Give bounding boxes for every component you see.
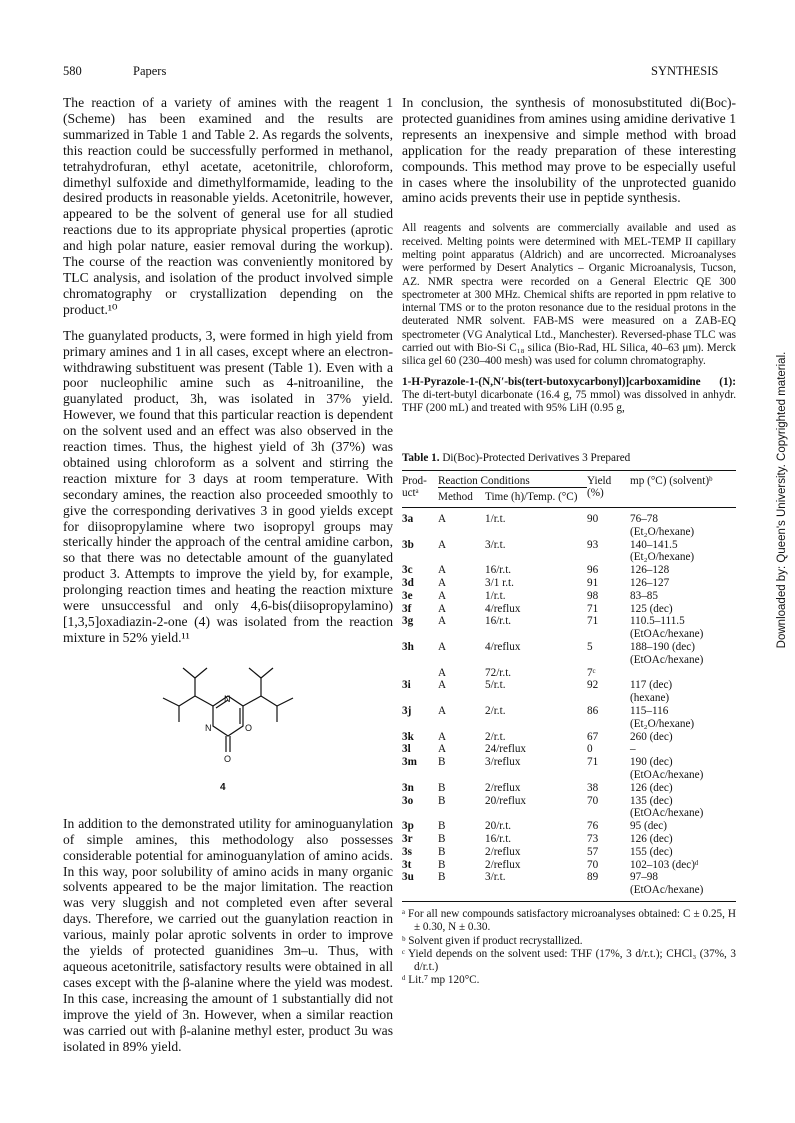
- mp-cell-text: 126–127: [630, 577, 670, 590]
- footnote-c: ᶜ Yield depends on the solvent used: THF (17%, 3 d/r.t.); CHCl₃ (37%, 3 d/r.t.): [402, 947, 736, 974]
- product-cell-text: 3d: [402, 577, 414, 590]
- yield-cell: [587, 590, 630, 603]
- yield-cell-text: 90: [587, 513, 599, 526]
- table-row: [402, 782, 736, 795]
- table-row: [402, 743, 736, 756]
- structure-4: [63, 656, 393, 806]
- method-cell: [438, 564, 485, 577]
- method-cell: [438, 539, 485, 565]
- time-cell-text: 3/r.t.: [485, 871, 506, 884]
- yield-cell: [587, 743, 630, 756]
- mp-cell-text: 95 (dec): [630, 820, 667, 833]
- mp-cell: [630, 564, 736, 577]
- journal-name: SYNTHESIS: [651, 64, 719, 78]
- svg-text:N: N: [205, 722, 212, 733]
- svg-text:O: O: [224, 753, 232, 764]
- table-row: [402, 603, 736, 616]
- left-column: [63, 95, 393, 1064]
- mp-cell-text: 110.5–111.5: [630, 615, 685, 628]
- yield-cell-text: 93: [587, 538, 599, 551]
- yield-cell-text: 89: [587, 871, 599, 884]
- time-cell-text: 2/reflux: [485, 845, 521, 858]
- time-cell: [485, 679, 587, 705]
- time-cell-text: 4/reflux: [485, 641, 521, 654]
- mp-cell: [630, 539, 736, 565]
- mp-cell: [630, 743, 736, 756]
- mp-cell-text: 140–141.5: [630, 538, 678, 551]
- method-cell-text: A: [438, 666, 447, 679]
- left-paragraph-3: In addition to the demonstrated utility for aminoguanylation of simple amines, this methodology also possesses considerable potential for aminoguanylation of amino acids. In this way, poor solubility of amino acids in many organic solvents appeared to be the major limitation. The reaction was very sluggish and not completed even after several days. Therefore, we carried out the guanylation reaction in various, mainly polar aprotic solvents in order to improve the yields of protected guanidines 3m–u. Thus, with aqueous acetonitrile, satisfactory results were obtained in all cases except with the β-alanine where the yield was modest. In this case, increasing the amount of 1 substantially did not improve the yield of 3n. However, when a similar reaction was carried out with β-alanine methyl ester, product 3u was isolated in 89% yield.: [63, 815, 393, 1054]
- solvent-text: (EtOAc/hexane): [630, 769, 704, 782]
- mp-cell: [630, 508, 736, 539]
- solvent-text: (EtOAc/hexane): [630, 628, 704, 641]
- solvent-text: (EtOAc/hexane): [630, 653, 704, 666]
- method-cell-text: A: [438, 615, 447, 628]
- mp-cell: [630, 641, 736, 667]
- table-body: [402, 508, 736, 897]
- product-cell: [402, 508, 438, 539]
- method-cell: [438, 590, 485, 603]
- method-cell: [438, 508, 485, 539]
- yield-cell-text: 71: [587, 602, 599, 615]
- method-cell-text: A: [438, 602, 447, 615]
- time-cell: [485, 590, 587, 603]
- mp-cell: [630, 603, 736, 616]
- time-cell-text: 16/r.t.: [485, 564, 512, 577]
- product-cell-text: 3t: [402, 858, 412, 871]
- product-cell: [402, 603, 438, 616]
- method-cell: [438, 577, 485, 590]
- time-cell-text: 20/reflux: [485, 794, 527, 807]
- product-cell: [402, 846, 438, 859]
- method-cell: [438, 705, 485, 731]
- product-cell: [402, 859, 438, 872]
- product-cell-text: 3k: [402, 730, 414, 743]
- table-row: [402, 679, 736, 705]
- method-cell: [438, 795, 485, 821]
- time-cell: [485, 795, 587, 821]
- table-row: [402, 641, 736, 667]
- section-label: Papers: [133, 64, 167, 78]
- method-cell: [438, 603, 485, 616]
- time-cell: [485, 731, 587, 744]
- product-cell: [402, 667, 438, 680]
- mp-cell: [630, 577, 736, 590]
- yield-cell-text: 98: [587, 589, 599, 602]
- mp-cell: [630, 590, 736, 603]
- product-cell-text: 3i: [402, 679, 411, 692]
- solvent-text: (EtOAc/hexane): [630, 807, 704, 820]
- product-cell-text: 3p: [402, 820, 414, 833]
- method-cell-text: A: [438, 577, 447, 590]
- time-cell-text: 3/reflux: [485, 756, 521, 769]
- mp-cell-text: 155 (dec): [630, 845, 673, 858]
- yield-cell: [587, 679, 630, 705]
- yield-cell: [587, 539, 630, 565]
- mp-cell-text: 190 (dec): [630, 756, 673, 769]
- table-row: [402, 590, 736, 603]
- method-cell-text: A: [438, 641, 447, 654]
- mp-cell-text: 126 (dec): [630, 833, 673, 846]
- product-cell-text: 3b: [402, 538, 414, 551]
- yield-cell-text: 67: [587, 730, 599, 743]
- yield-cell-text: 71: [587, 615, 599, 628]
- yield-cell: [587, 564, 630, 577]
- mp-cell: [630, 756, 736, 782]
- svg-text:O: O: [245, 722, 253, 733]
- time-cell-text: 72/r.t.: [485, 666, 512, 679]
- table-row: [402, 731, 736, 744]
- product-cell-text: 3n: [402, 781, 414, 794]
- yield-cell-text: 5: [587, 641, 593, 654]
- compound-1-text: The di-tert-butyl dicarbonate (16.4 g, 75 mmol) was dissolved in anhydr. THF (200 mL) and treated with 95% LiH (0.95 g,: [402, 388, 736, 415]
- svg-text:N: N: [224, 693, 231, 704]
- yield-cell: [587, 833, 630, 846]
- method-cell: [438, 820, 485, 833]
- mp-cell-text: 188–190 (dec): [630, 641, 695, 654]
- product-cell: [402, 577, 438, 590]
- product-cell-text: 3o: [402, 794, 414, 807]
- table-header-row: [402, 470, 736, 488]
- time-cell: [485, 820, 587, 833]
- table-1: [402, 470, 736, 898]
- yield-cell-text: 71: [587, 756, 599, 769]
- yield-cell: [587, 705, 630, 731]
- footnote-d: ᵈ Lit.⁷ mp 120°C.: [402, 974, 480, 987]
- method-cell-text: B: [438, 820, 446, 833]
- method-cell-text: A: [438, 743, 447, 756]
- method-cell-text: B: [438, 794, 446, 807]
- solvent-text: (Et₂O/hexane): [630, 717, 695, 730]
- time-cell: [485, 705, 587, 731]
- method-cell-text: A: [438, 564, 447, 577]
- yield-cell: [587, 731, 630, 744]
- product-cell-text: 3a: [402, 513, 414, 526]
- yield-cell-text: 76: [587, 820, 599, 833]
- product-cell-text: 3e: [402, 589, 413, 602]
- experimental-paragraph: All reagents and solvents are commercially available and used as received. Melting points were determined with MEL-TEMP II capillary melting point apparatus (Aldrich) and are uncorrected. Microanalyses were performed by Desert Analytics – Organic Microanalysis, Tucson, AZ. NMR spectra were recorded on a General Electric QE 300 spectrometer at 300 MHz. Chemical shifts are reported in ppm relative to internal TMS or to the proton resonance due to the residual protons in the deuterated NMR solvent. FAB-MS were measured on a ZAB-EQ spectrometer (VG Analytical Ltd., Manchester). Reversed-phase TLC was carried out with Bio-Si C₁₈ silica (Bio-Rad, HL Silica, 40–63 μm). Merck silica gel 60 (230–400 mesh) was used for column chromatography.: [402, 222, 736, 368]
- method-cell-text: B: [438, 871, 446, 884]
- yield-cell: [587, 820, 630, 833]
- product-cell: [402, 590, 438, 603]
- time-cell-text: 16/r.t.: [485, 833, 512, 846]
- product-cell: [402, 782, 438, 795]
- product-cell: [402, 564, 438, 577]
- product-cell-text: 3h: [402, 641, 414, 654]
- left-paragraph-2: The guanylated products, 3, were formed in high yield from primary amines and 1 in all cases, except where an electron-withdrawing substituent was present (Table 1). Even with a poor nucleophilic amine such as 4-nitroaniline, the guanylated product, 3h, was isolated in 37% yield. However, we found that this particular reaction is dependent on the solvent used and an effect was also observed in the reaction times. Thus, the highest yield of 3h (37%) was obtained using chloroform as a solvent and stirring the reaction mixture for 3 days at room temperature. With secondary amines, the reaction also proceeded smoothly to give the corresponding derivatives 3 in good yields except for diisopropylamine where two isopropyl groups may sterically hinder the approach of the central amidine carbon, so that there was no detectable amount of the guanylated product 3. Attempts to improve the yield by, for example, prolonging reaction times and heating the reaction mixture were unsuccessful and only 4,6-bis(diisopropylamino)[1,3,5]oxadiazin-2-one (4) was isolated from the reaction mixture in 52% yield.¹¹: [63, 327, 393, 645]
- product-cell: [402, 871, 438, 897]
- mp-cell-text: 115–116: [630, 705, 669, 718]
- method-cell: [438, 871, 485, 897]
- time-cell: [485, 833, 587, 846]
- product-cell: [402, 820, 438, 833]
- mp-cell-text: 126 (dec): [630, 781, 673, 794]
- product-cell-text: 3s: [402, 845, 412, 858]
- method-cell: [438, 859, 485, 872]
- method-cell-text: A: [438, 730, 447, 743]
- method-cell: [438, 641, 485, 667]
- product-cell-text: 3g: [402, 615, 414, 628]
- yield-cell: [587, 577, 630, 590]
- method-cell: [438, 833, 485, 846]
- time-cell: [485, 603, 587, 616]
- compound-1-title: 1-H-Pyrazole-1-(N,N′-bis(tert-butoxycarbonyl)]carboxamidine (1):: [402, 375, 736, 388]
- right-paragraph-1: In conclusion, the synthesis of monosubstituted di(Boc)-protected guanidines from amines using amidine derivative 1 represents an inexpensive and simple method with broad application for the ready preparation of these interesting compounds. This method may prove to be especially useful in cases where the insolubility of the unprotected guanido amino acids prevents their use in peptide synthesis.: [402, 95, 736, 206]
- product-cell-text: 3l: [402, 743, 411, 756]
- mp-cell: [630, 846, 736, 859]
- method-cell: [438, 667, 485, 680]
- mp-cell: [630, 871, 736, 897]
- yield-cell: [587, 641, 630, 667]
- time-cell: [485, 641, 587, 667]
- yield-cell-text: 91: [587, 577, 599, 590]
- yield-cell-text: 0: [587, 743, 593, 756]
- mp-cell-text: 102–103 (dec)ᵈ: [630, 858, 699, 871]
- method-cell-text: A: [438, 589, 447, 602]
- time-cell-text: 24/reflux: [485, 743, 527, 756]
- method-cell-text: B: [438, 781, 446, 794]
- product-cell-text: 3c: [402, 564, 413, 577]
- mp-cell-text: –: [630, 743, 636, 756]
- header-mp: mp (°C) (solvent)ᵇ: [630, 474, 713, 487]
- time-cell-text: 20/r.t.: [485, 820, 512, 833]
- time-cell: [485, 743, 587, 756]
- mp-cell-text: 83–85: [630, 589, 658, 602]
- time-cell: [485, 782, 587, 795]
- mp-cell: [630, 795, 736, 821]
- product-cell: [402, 641, 438, 667]
- chemical-structure-diagram: [63, 656, 393, 806]
- right-column: [402, 95, 736, 988]
- time-cell-text: 2/reflux: [485, 781, 521, 794]
- method-cell-text: B: [438, 845, 446, 858]
- product-cell-text: 3f: [402, 602, 412, 615]
- yield-cell: [587, 603, 630, 616]
- method-cell-text: A: [438, 705, 447, 718]
- time-cell-text: 2/reflux: [485, 858, 521, 871]
- time-cell: [485, 564, 587, 577]
- table-row: [402, 508, 736, 539]
- product-cell: [402, 833, 438, 846]
- yield-cell: [587, 667, 630, 680]
- table-row: [402, 539, 736, 565]
- mp-cell-text: 97–98: [630, 871, 658, 884]
- table-caption-label: Table 1.: [402, 451, 440, 464]
- mp-cell: [630, 615, 736, 641]
- time-cell: [485, 615, 587, 641]
- table-row: [402, 756, 736, 782]
- time-cell: [485, 508, 587, 539]
- product-cell: [402, 756, 438, 782]
- table-row: [402, 833, 736, 846]
- time-cell-text: 2/r.t.: [485, 730, 506, 743]
- header-yield: Yield (%): [587, 474, 612, 500]
- method-cell-text: A: [438, 679, 447, 692]
- time-cell-text: 5/r.t.: [485, 679, 506, 692]
- product-cell: [402, 615, 438, 641]
- table-row: [402, 615, 736, 641]
- solvent-text: (Et₂O/hexane): [630, 525, 695, 538]
- method-cell-text: B: [438, 833, 446, 846]
- method-cell-text: A: [438, 538, 447, 551]
- solvent-text: (Et₂O/hexane): [630, 551, 695, 564]
- table-footnotes: [402, 901, 736, 988]
- mp-cell-text: 125 (dec): [630, 602, 673, 615]
- table-caption-text: Di(Boc)-Protected Derivatives 3 Prepared: [442, 451, 631, 464]
- table-row: [402, 795, 736, 821]
- method-cell: [438, 731, 485, 744]
- method-cell: [438, 782, 485, 795]
- header-conditions: Reaction Conditions: [438, 470, 587, 488]
- method-cell: [438, 615, 485, 641]
- method-cell-text: B: [438, 858, 446, 871]
- table-row: [402, 820, 736, 833]
- time-cell: [485, 859, 587, 872]
- method-cell: [438, 743, 485, 756]
- mp-cell: [630, 782, 736, 795]
- yield-cell: [587, 782, 630, 795]
- yield-cell: [587, 508, 630, 539]
- yield-cell: [587, 859, 630, 872]
- yield-cell: [587, 756, 630, 782]
- mp-cell: [630, 679, 736, 705]
- yield-cell-text: 92: [587, 679, 599, 692]
- product-cell: [402, 795, 438, 821]
- left-paragraph-1: The reaction of a variety of amines with the reagent 1 (Scheme) has been examined and the results are summarized in Table 1 and Table 2. As regards the solvents, this reaction could be successfully performed in methanol, tetrahydrofuran, ethyl acetate, acetonitrile, chloroform, dimethyl sulfoxide and dimethylformamide, leading to the desired products in reasonable yields. Acetonitrile, however, appeared to be the solvent of general use for all studied reactions due to its appropriate physical properties (aprotic and high polar nature, easier removal during the workup). The course of the reaction was conveniently monitored by TLC analysis, and isolation of the product involved simple chromatography or crystallization depending on the product.¹⁰: [63, 95, 393, 317]
- table-row: [402, 859, 736, 872]
- method-cell-text: A: [438, 513, 447, 526]
- yield-cell: [587, 871, 630, 897]
- mp-cell: [630, 820, 736, 833]
- mp-cell: [630, 833, 736, 846]
- time-cell-text: 16/r.t.: [485, 615, 512, 628]
- time-cell-text: 3/r.t.: [485, 538, 506, 551]
- time-cell-text: 2/r.t.: [485, 705, 506, 718]
- mp-cell: [630, 667, 736, 680]
- time-cell-text: 1/r.t.: [485, 589, 506, 602]
- time-cell-text: 3/1 r.t.: [485, 577, 514, 590]
- table-row: [402, 577, 736, 590]
- time-cell: [485, 667, 587, 680]
- time-cell: [485, 577, 587, 590]
- yield-cell-text: 70: [587, 794, 599, 807]
- yield-cell: [587, 846, 630, 859]
- product-cell: [402, 679, 438, 705]
- method-cell: [438, 756, 485, 782]
- yield-cell-text: 73: [587, 833, 599, 846]
- time-cell-text: 1/r.t.: [485, 513, 506, 526]
- structure-label: 4: [220, 781, 226, 793]
- table-row: [402, 667, 736, 680]
- yield-cell-text: 57: [587, 845, 599, 858]
- compound-1-paragraph: [402, 376, 736, 416]
- table-row: [402, 846, 736, 859]
- mp-cell-text: 126–128: [630, 564, 670, 577]
- time-cell: [485, 871, 587, 897]
- mp-cell: [630, 705, 736, 731]
- yield-cell-text: 7ᶜ: [587, 666, 596, 679]
- yield-cell-text: 86: [587, 705, 599, 718]
- yield-cell-text: 96: [587, 564, 599, 577]
- mp-cell-text: 76–78: [630, 513, 658, 526]
- table-caption: [402, 452, 736, 464]
- product-cell-text: 3m: [402, 756, 417, 769]
- mp-cell-text: 135 (dec): [630, 794, 673, 807]
- product-cell-text: 3r: [402, 833, 413, 846]
- product-cell: [402, 743, 438, 756]
- product-cell-text: 3j: [402, 705, 412, 718]
- method-cell: [438, 846, 485, 859]
- mp-cell: [630, 859, 736, 872]
- product-cell: [402, 731, 438, 744]
- download-notice: Downloaded by: Queen's University. Copyrighted material.: [776, 351, 788, 649]
- solvent-text: (EtOAc/hexane): [630, 884, 704, 897]
- footnote-b: ᵇ Solvent given if product recrystallized.: [402, 934, 583, 947]
- header-method: Method: [438, 491, 473, 504]
- yield-cell: [587, 795, 630, 821]
- method-cell: [438, 679, 485, 705]
- product-cell-text: 3u: [402, 871, 414, 884]
- method-cell-text: B: [438, 756, 446, 769]
- time-cell: [485, 539, 587, 565]
- header-time: Time (h)/Temp. (°C): [485, 491, 578, 504]
- yield-cell: [587, 615, 630, 641]
- table-row: [402, 871, 736, 897]
- table-row: [402, 705, 736, 731]
- footnote-a: ᵃ For all new compounds satisfactory microanalyses obtained: C ± 0.25, H ± 0.30, N ± 0.30.: [402, 908, 736, 934]
- header-product: Prod-uctᵃ: [402, 474, 427, 500]
- mp-cell: [630, 731, 736, 744]
- table-row: [402, 564, 736, 577]
- time-cell: [485, 756, 587, 782]
- time-cell-text: 4/reflux: [485, 602, 521, 615]
- product-cell: [402, 539, 438, 565]
- page-number: 580: [63, 64, 82, 78]
- solvent-text: (hexane): [630, 692, 670, 705]
- mp-cell-text: 117 (dec): [630, 679, 673, 692]
- yield-cell-text: 38: [587, 781, 599, 794]
- yield-cell-text: 70: [587, 858, 599, 871]
- mp-cell-text: 260 (dec): [630, 730, 673, 743]
- time-cell: [485, 846, 587, 859]
- product-cell: [402, 705, 438, 731]
